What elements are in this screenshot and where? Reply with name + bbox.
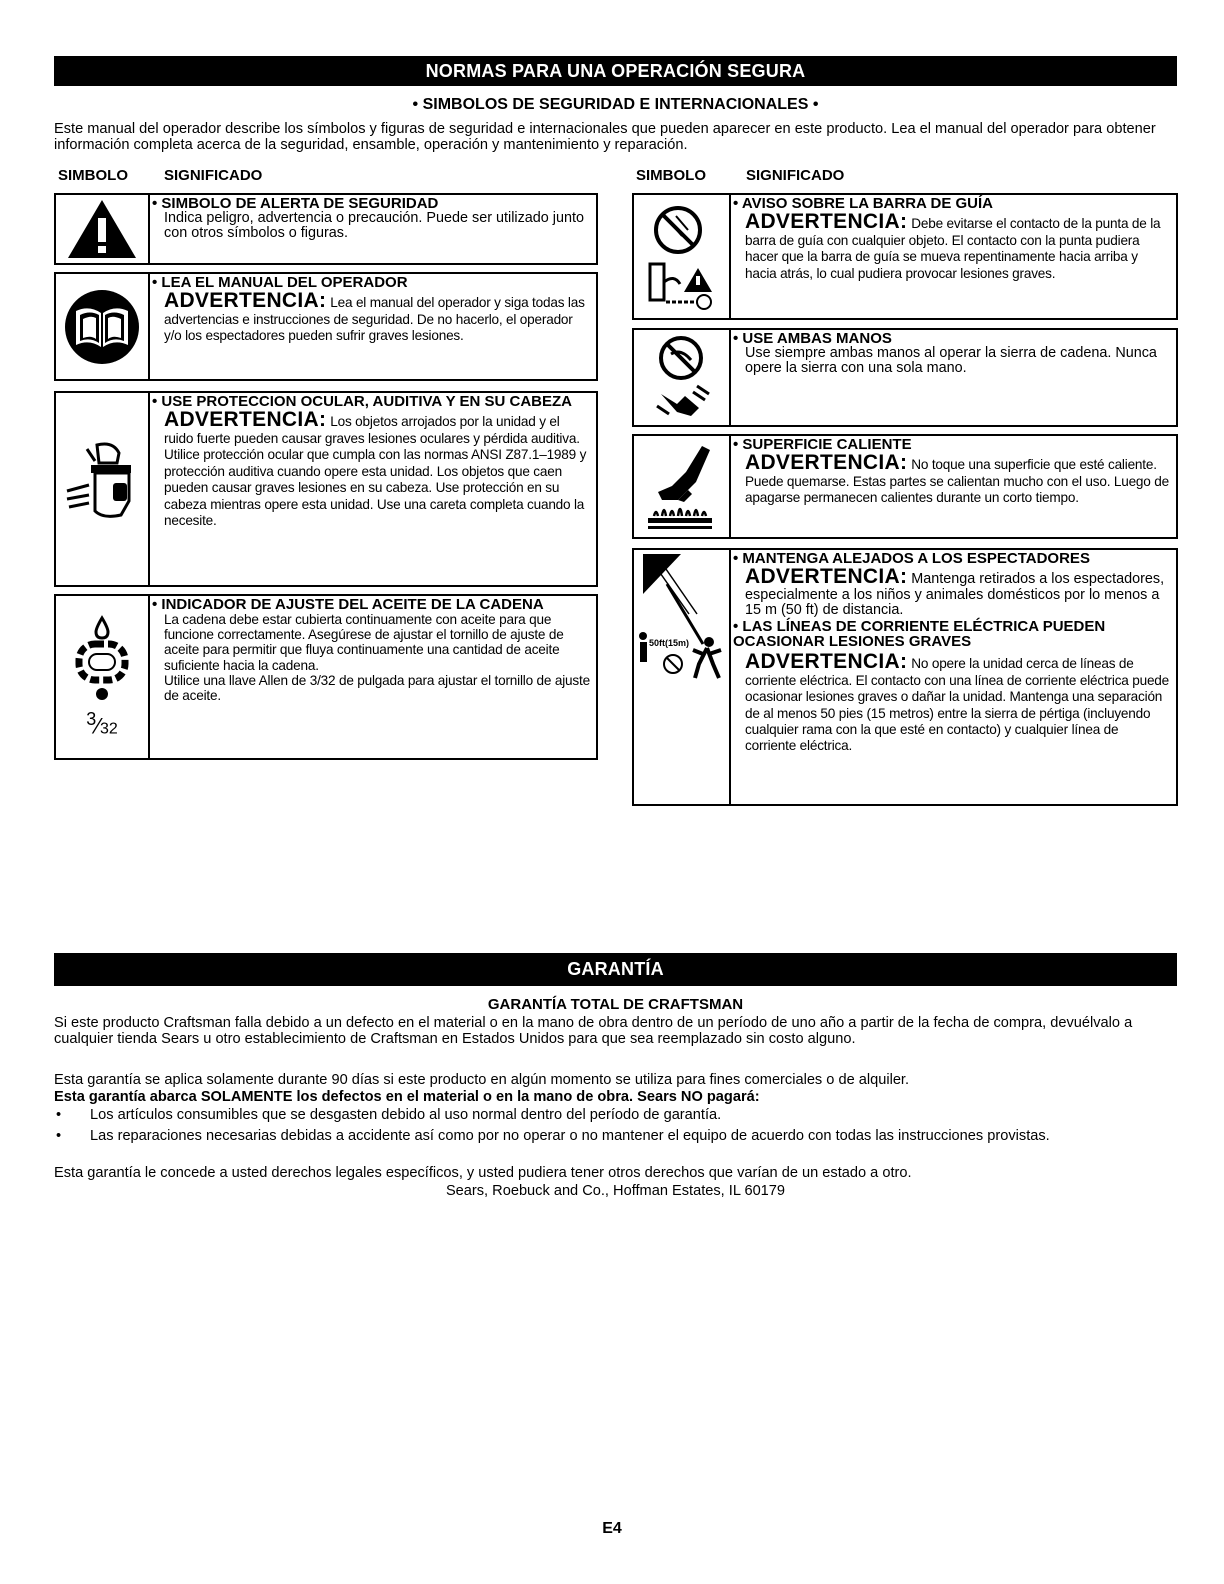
box-title: • USE PROTECCION OCULAR, AUDITIVA Y EN SU CABEZA [152,393,573,410]
box-title: • USE AMBAS MANOS [733,330,892,347]
safety-alert-box [54,193,598,265]
box-body: Lea el manual del operador y siga todas las advertencias e instrucciones de seguridad. De no hacerlo, el operador y/o los espectadores pueden sufrir graves lesiones. [164,295,585,344]
guide-bar-kickback-icon [634,195,731,318]
chain-oil-box [54,594,598,760]
safety-banner: NORMAS PARA UNA OPERACIÓN SEGURA [54,56,1177,86]
col-meaning-right: SIGNIFICADO [746,167,845,184]
guide-bar-warning-box [632,193,1178,320]
box-body: Use siempre ambas manos al operar la sierra de cadena. Nunca opere la sierra con una sola mano. [745,345,1157,377]
col-symbol-right: SIMBOLO [636,167,706,184]
read-manual-box [54,272,598,381]
intro-paragraph: Este manual del operador describe los símbolos y figuras de seguridad e internacionales que pueden aparecer en este producto. Lea el manual del operador para obtener información completa acerca de la seguridad, ensamble, operación y mantenimiento y reparación. [54,121,1156,153]
warranty-paragraph-3: Esta garantía abarca SOLAMENTE los defectos en el material o en la mano de obra. Sears NO pagará: [54,1089,760,1105]
box-body-2: Utilice una llave Allen de 3/32 de pulgada para ajustar el tornillo de ajuste de aceite. [164,672,590,704]
box-body: Mantenga retirados a los espectadores, especialmente a los niños y animales domésticos por lo menos a 15 m (50 ft) de distancia. [745,571,1165,619]
box-body-2: No opere la unidad cerca de líneas de corriente eléctrica. El contacto con una línea de corriente eléctrica puede ocasionar lesiones graves o dañar la unidad. Mantenga una separación de al menos 50 pies (15 metros) entre la sierra de pértiga (incluyendo cualquier rama con la que esté en contacto) y cualquier línea de corriente eléctrica. [745,655,1170,754]
box-body: No toque una superficie que esté caliente. Puede quemarse. Estas partes se calientan mucho con el uso. Luego de apagarse permanecen calientes durante un corto tiempo. [745,457,1169,506]
warning-label: ADVERTENCIA: [745,565,908,588]
warning-label: ADVERTENCIA: [164,289,327,312]
bystanders-power-lines-box [632,548,1178,806]
box-title: • INDICADOR DE AJUSTE DEL ACEITE DE LA CADENA [152,596,544,613]
col-meaning-left: SIGNIFICADO [164,167,263,184]
bullet-text: Las reparaciones necesarias debidas a accidente así como por no operar o no mantener el equipo de acuerdo con todas las instrucciones provistas. [90,1128,1050,1144]
warning-label: ADVERTENCIA: [745,210,908,233]
bullet-glyph: • [56,1107,62,1123]
manual-book-icon [56,274,150,379]
allen-key-fraction: $^3$⁄32 [86,708,118,739]
chain-oil-icon [56,596,150,758]
keep-bystanders-away-icon [634,550,731,804]
warranty-bullet [54,1129,1178,1161]
symbols-subtitle: • SIMBOLOS DE SEGURIDAD E INTERNACIONALES • [412,96,819,113]
head-protection-icon [56,393,150,585]
warranty-bullet [54,1108,1178,1124]
col-symbol-left: SIMBOLO [58,167,128,184]
box-body: Los objetos arrojados por la unidad y el ruido fuerte pueden causar graves lesiones oculares y pérdida auditiva. Utilice protección ocular que cumpla con las normas ANSI Z87.1–1989 y protección auditiva cuando opere esta unidad. Los objetos que caen pueden causar graves lesiones en su cabeza. Use protección en su cabeza mientras opere esta unidad. Use una careta completa cuando la necesite. [164,414,587,529]
bullet-text: Los artículos consumibles que se desgasten debido al uso normal dentro del período de garantía. [90,1107,722,1123]
bullet-glyph: • [56,1128,62,1144]
box-title: • SIMBOLO DE ALERTA DE SEGURIDAD [152,195,439,212]
warranty-address: Sears, Roebuck and Co., Hoffman Estates, IL 60179 [445,1183,786,1199]
warning-label: ADVERTENCIA: [745,451,908,474]
both-hands-box [632,328,1178,427]
box-title: • LEA EL MANUAL DEL OPERADOR [152,274,408,291]
warning-triangle-icon [56,195,150,263]
page-number: E4 [602,1520,622,1537]
box-body: La cadena debe estar cubierta continuamente con aceite para que funcione correctamente. Asegúrese de ajustar el tornillo de ajuste de aceite para permitir que fluya continuamente una cantidad de aceite suficiente hacia la cadena. [164,612,564,673]
warranty-title: GARANTÍA TOTAL DE CRAFTSMAN [487,996,744,1013]
box-title: • AVISO SOBRE LA BARRA DE GUÍA [733,195,993,212]
box-title-2: • LAS LÍNEAS DE CORRIENTE ELÉCTRICA PUEDEN OCASIONAR LESIONES GRAVES [733,617,1106,650]
box-title: • MANTENGA ALEJADOS A LOS ESPECTADORES [733,550,1090,567]
warranty-paragraph-4: Esta garantía le concede a usted derechos legales específicos, y usted pudiera tener otros derechos que varían de un estado a otro. [54,1165,912,1181]
warning-label-2: ADVERTENCIA: [745,649,908,673]
warranty-banner: GARANTÍA [54,953,1177,986]
warranty-paragraph-2: Esta garantía se aplica solamente durante 90 días si este producto en algún momento se utiliza para fines comerciales o de alquiler. [54,1072,910,1088]
distance-label: 50ft(15m) [648,638,689,648]
box-body: Indica peligro, advertencia o precaución. Puede ser utilizado junto con otros símbolos o figuras. [164,210,584,242]
box-title: • SUPERFICIE CALIENTE [733,436,912,453]
eye-ear-head-protection-box [54,391,598,587]
box-body: Debe evitarse el contacto de la punta de la barra de guía con cualquier objeto. El contacto con la punta pudiera hacer que la barra de guía se mueva repentinamente hacia arriba y hacia atrás, lo cual pudiera provocar lesiones graves. [745,216,1161,281]
hot-surface-icon [634,436,731,537]
warranty-paragraph-1: Si este producto Craftsman falla debido a un defecto en el material o en la mano de obra dentro de un período de uno año a partir de la fecha de compra, devuélvalo a cualquier tienda Sears u otro establecimiento de Craftsman en Estados Unidos para que sea reemplazado sin costo alguno. [54,1015,1133,1047]
hot-surface-box [632,434,1178,539]
both-hands-icon [634,330,731,425]
warning-label: ADVERTENCIA: [164,408,327,431]
